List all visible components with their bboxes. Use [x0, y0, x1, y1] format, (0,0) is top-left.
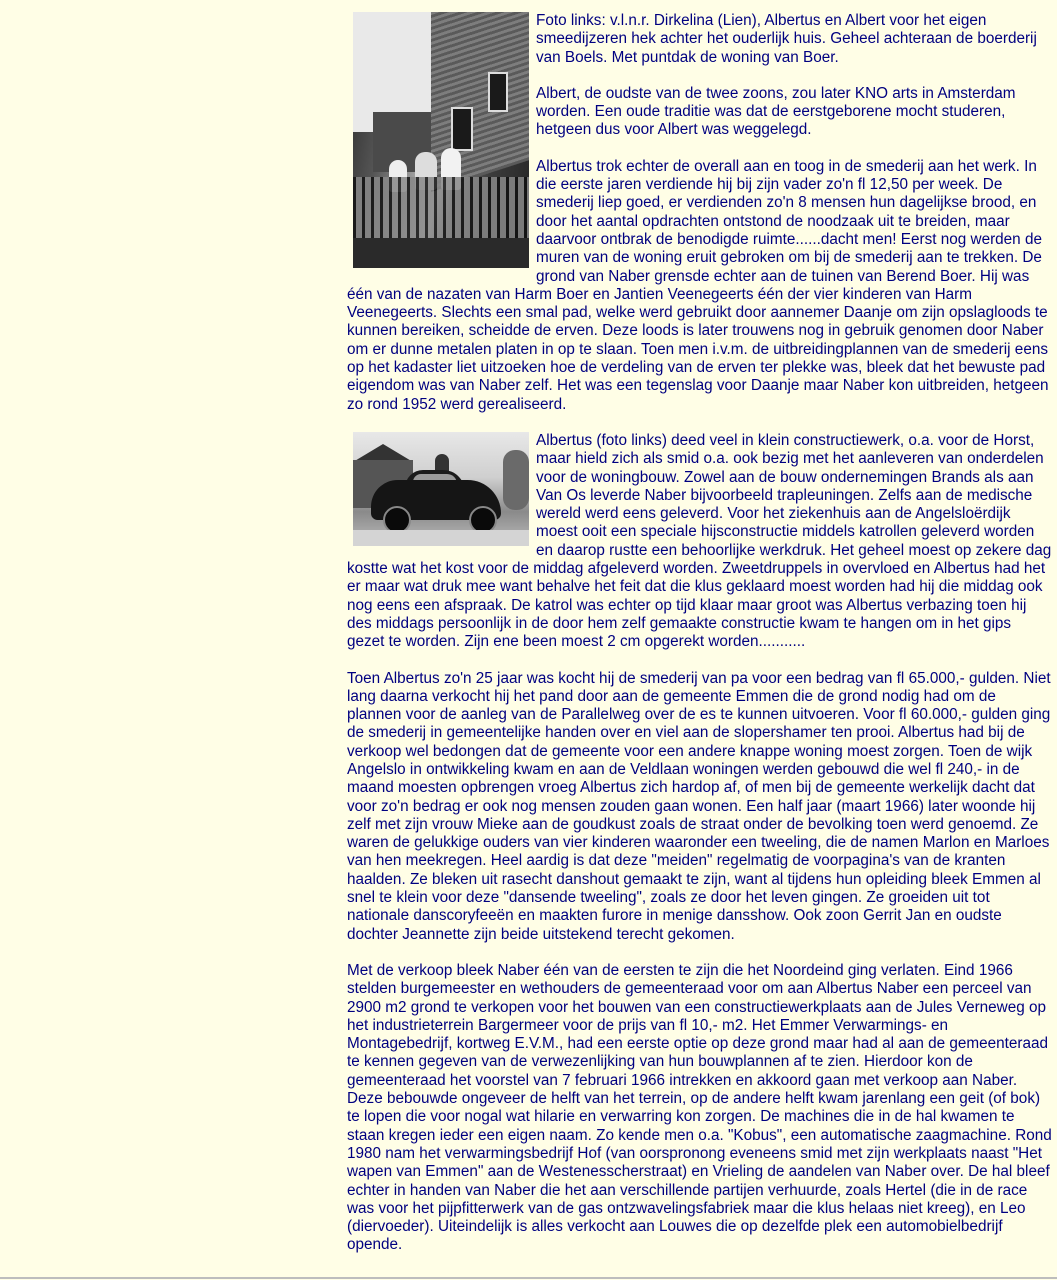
photo-albertus-car — [353, 432, 529, 546]
paragraph-albert: Albert, de oudste van de twee zoons, zou later KNO arts in Amsterdam worden. Een oude traditie was dat de eerstgeborene mocht studeren, hetgeen dus voor Albert was weggelegd. — [536, 84, 1016, 139]
bottom-divider — [0, 1277, 1057, 1279]
paragraph-bargermeer: Met de verkoop bleek Naber één van de eersten te zijn die het Noordeind ging verlaten. Eind 1966 stelden burgemeester en wethouders de gemeenteraad voor om aan Albertus Naber een perceel van 2900 m2 grond te verkopen voor het bouwen van een constructiewerkplaats aan de Jules Verneweg op het industrieterrein Bargermeer voor de prijs van fl 10,- m2. Het Emmer Verwarmings- en Montagebedrijf, kortweg E.V.M., had een eerste optie op deze grond maar had al aan de gemeenteraad te kennen gegeven van de verwezenlijking van hun bouwplannen af te zien. Hierdoor kon de gemeenteraad het voorstel van 7 februari 1966 intrekken en akkoord gaan met verkoop aan Naber. Deze bebouwde ongeveer de helft van het terrein, op de andere helft kwam jarenlang een geit (of bok) te lopen die voor nogal wat hilarie en verwarring kon zorgen. De machines die in de hal kwamen te staan kregen ieder een eigen naam. Zo kende men o.a. "Kobus", een automatische zaagmachine. Rond 1980 nam het verwarmingsbedrijf Hof (van oorspronong eveneens smid met zijn werkplaats naast "Het wapen van Emmen" aan de Westenesscherstraat) en Vrieling de aandelen van Naber over. De hal bleef echter in handen van Naber die het aan verschillende partijen verhuurde, zoals Hertel (die in de race was voor het pijpfitterwerk van de gas ontzwavelingsfabriek maar die klus helaas niet kreeg), en Leo (diervoeder). Uiteindelijk is alles verkocht aan Louwes die op dezelfde plek een automobielbedrijf opende. — [347, 961, 1052, 1254]
paragraph-verkoop: Toen Albertus zo'n 25 jaar was kocht hij de smederij van pa voor een bedrag van fl 65.000,- gulden. Niet lang daarna verkocht hij het pand door aan de gemeente Emmen die de grond nodig had om de plannen voor de aanleg van de Parallelweg over de es te kunnen uitvoeren. Voor fl 60.000,- gulden ging de smederij in gemeentelijke handen over en viel aan de slopershamer ten prooi. Albertus had bij de verkoop wel bedongen dat de gemeente voor een andere knappe woning moest zorgen. Toen de wijk Angelslo in ontwikkeling kwam en aan de Veldlaan woningen werden gebouwd die wel fl 240,- in de maand moesten opbrengen vroeg Albertus zich hardop af, of men bij de gemeente werkelijk dacht dat voor zo'n bedrag er ook nog mensen zouden gaan wonen. Een half jaar (maart 1966) later woonde hij zelf met zijn vrouw Mieke aan de goudkust zoals de straat onder de bevolking toen werd genoemd. Ze waren de gelukkige ouders van vier kinderen waaronder een tweeling, die de namen Marlon en Marloes van hen meekregen. Heel aardig is dat deze "meiden" regelmatig de voorpagina's van de kranten haalden. Ze bleken uit rasecht danshout gemaakt te zijn, want al tijdens hun opleiding bleek Emmen al snel te klein voor deze "dansende tweeling", zoals ze door het leven gingen. Ze groeiden uit tot nationale danscoryfeeën en maakten furore in menige dansshow. Ook zoon Gerrit Jan en oudste dochter Jeannette zijn beide uitstekend terecht gekomen. — [347, 669, 1051, 943]
paragraph-smederij: Albertus trok echter de overall aan en toog in de smederij aan het werk. In die eerste jaren verdiende hij bij zijn vader zo'n fl 12,50 per week. De smederij liep goed, er verdienden zo'n 8 mensen hun dagelijkse brood, en door het aantal opdrachten ontstond de noodzaak uit te breiden, maar daarvoor ontbrak de benodigde ruimte......dacht men! Eerst nog werden de muren van de woning eruit gebroken om bij de smederij aan te trekken. De grond van Naber grensde echter aan de tuinen van Berend Boer. Hij was één van de nazaten van Harm Boer en Jantien Veenegeerts één der vier kinderen van Harm Veenegeerts. Slechts een smal pad, welke werd gebruikt door aannemer Daanje om zijn opslagloods te kunnen bereiken, scheidde de erven. Deze loods is later trouwens nog in gebruik genomen door Naber om er dunne metalen platen in op te slaan. Toen men i.v.m. de uitbreidingplannen van de smederij eens op het kadaster liet uitzoeken hoe de verdeling van de erven ter plekke was, bleek dat het bewuste pad eigendom was van Naber zelf. Het was een tegenslag voor Daanje maar Naber kon uitbreiden, hetgeen zo rond 1952 werd gerealiseerd. — [347, 157, 1049, 413]
paragraph-photo-caption: Foto links: v.l.n.r. Dirkelina (Lien), Albertus en Albert voor het eigen smeedijzeren hek achter het ouderlijk huis. Geheel achteraan de boerderij van Boels. Met puntdak de woning van Boer. — [536, 12, 1037, 66]
article-column — [347, 12, 1052, 1273]
photo-children-at-fence — [353, 12, 529, 268]
paragraph-constructiewerk: Albertus (foto links) deed veel in klein constructiewerk, o.a. voor de Horst, maar hield zich als smid o.a. ook bezig met het aanleveren van onderdelen voor de woningbouw. Zowel aan de bouw ondernemingen Brands als aan Van Os leverde Naber bijvoorbeeld trapleuningen. Zelfs aan de medische wereld werd eens geleverd. Voor het ziekenhuis aan de Angelsloërdijk moest ooit een speciale hijsconstructie middels katrollen geleverd worden en daarop rustte een behoorlijke werkdruk. Het geheel moest op zekere dag kostte wat het kost voor de middag afgeleverd worden. Zweetdruppels in overvloed en Albertus had het er maar wat druk mee want behalve het feit dat die klus geklaard moest worden had hij die middag ook nog eens een afspraak. De katrol was echter op tijd klaar maar groot was Albertus verbazing toen hij des middags persoonlijk in de door hem zelf gemaakte constructie kwam te hangen om in het gips gezet te worden. Zijn ene been moest 2 cm opgerekt worden........... — [347, 431, 1052, 651]
